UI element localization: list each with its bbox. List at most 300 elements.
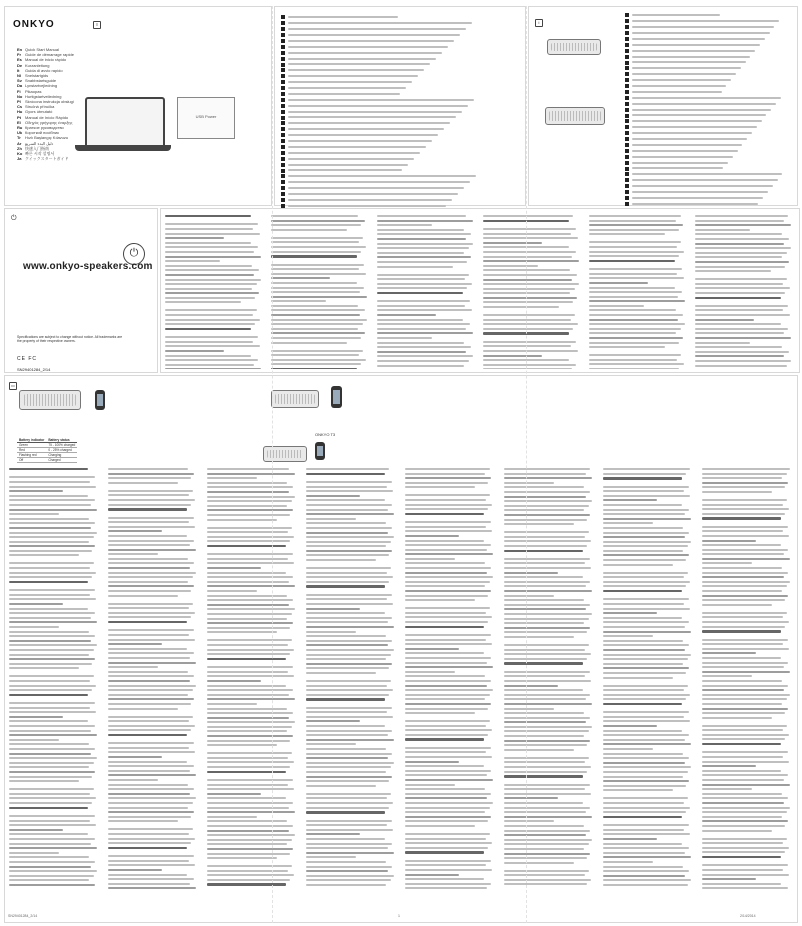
text-line — [207, 572, 286, 574]
text-line — [108, 680, 190, 682]
text-line — [483, 355, 542, 357]
text-line — [9, 518, 89, 520]
text-line — [288, 164, 408, 166]
text-line — [603, 776, 683, 778]
text-line — [405, 671, 455, 673]
text-line — [702, 558, 790, 560]
fold-line — [272, 6, 273, 923]
usb-power-callout — [177, 97, 235, 139]
text-line — [306, 762, 394, 764]
text-line — [702, 581, 790, 583]
text-line — [108, 720, 189, 722]
text-line — [702, 567, 782, 569]
text-line — [271, 251, 361, 253]
text-line — [207, 486, 293, 488]
bullet-number-icon — [625, 55, 629, 59]
text-line — [504, 519, 587, 521]
text-line — [702, 643, 783, 645]
text-line — [405, 666, 493, 668]
text-line — [603, 870, 689, 872]
text-line — [271, 246, 366, 248]
text-line — [603, 522, 653, 524]
text-line — [306, 504, 392, 506]
text-line — [108, 793, 190, 795]
text-line — [589, 277, 684, 279]
text-line — [589, 305, 644, 307]
text-line — [405, 567, 491, 569]
text-line — [108, 590, 191, 592]
text-line — [405, 662, 487, 664]
text-line — [695, 220, 784, 222]
text-line — [405, 774, 487, 776]
text-line — [9, 589, 95, 591]
text-line — [207, 496, 295, 498]
footer-left: SN29401284_2/14 — [8, 914, 38, 918]
text-line — [405, 887, 487, 889]
text-line — [9, 707, 90, 709]
language-code: El — [17, 119, 21, 125]
text-line — [405, 657, 491, 659]
text-line — [603, 608, 690, 610]
text-line — [165, 341, 253, 343]
text-line — [207, 553, 293, 555]
text-line — [632, 85, 726, 87]
text-line — [589, 337, 683, 339]
text-line — [271, 359, 366, 361]
text-line — [271, 368, 357, 369]
text-line — [603, 734, 689, 736]
text-line — [603, 771, 688, 773]
text-line — [306, 536, 394, 538]
text-line — [9, 879, 89, 881]
text-line — [288, 105, 468, 107]
language-label: Stručná příručka — [25, 104, 55, 110]
bullet-number-icon — [625, 172, 629, 176]
bullet-number-icon — [625, 149, 629, 153]
language-list — [17, 47, 74, 161]
text-line — [9, 490, 63, 492]
text-line — [695, 342, 750, 344]
text-line — [377, 247, 469, 249]
text-line — [632, 114, 766, 116]
text-line — [632, 144, 742, 146]
text-line — [504, 514, 590, 516]
bullet-number-icon — [281, 186, 285, 190]
text-line — [207, 779, 293, 781]
text-line — [504, 797, 558, 799]
bullet-number-icon — [281, 45, 285, 49]
text-line — [603, 486, 689, 488]
text-line — [504, 843, 589, 845]
text-line — [504, 468, 590, 470]
text-line — [504, 585, 586, 587]
text-line — [306, 680, 391, 682]
table-cell: Green — [17, 443, 46, 448]
text-line — [9, 730, 91, 732]
text-line — [288, 75, 418, 77]
text-line — [632, 126, 757, 128]
text-line — [9, 743, 89, 745]
text-line — [405, 694, 490, 696]
text-line — [504, 839, 592, 841]
text-line — [702, 774, 788, 776]
text-column — [9, 468, 99, 888]
text-line — [306, 802, 393, 804]
text-line — [603, 477, 682, 479]
text-line — [306, 608, 360, 610]
text-line — [483, 251, 576, 253]
text-line — [306, 621, 388, 623]
text-line — [207, 793, 261, 795]
bullet-number-icon — [281, 68, 285, 72]
text-line — [589, 282, 648, 284]
text-line — [695, 337, 791, 339]
text-line — [306, 793, 391, 795]
text-line — [405, 878, 484, 880]
text-line — [9, 598, 96, 600]
text-line — [405, 838, 486, 840]
text-line — [207, 627, 290, 629]
text-line — [165, 215, 251, 217]
text-line — [108, 869, 162, 871]
text-line — [9, 797, 96, 799]
bullet-number-icon — [281, 86, 285, 90]
text-line — [9, 562, 94, 564]
text-line — [306, 612, 385, 614]
text-line — [165, 279, 261, 281]
text-line — [108, 562, 194, 564]
text-line — [207, 797, 286, 799]
text-line — [9, 739, 59, 741]
usb-power-label: USB Power — [195, 114, 217, 119]
text-line — [377, 224, 432, 226]
text-line — [9, 807, 88, 809]
text-line — [632, 167, 723, 169]
text-line — [603, 861, 653, 863]
text-line — [504, 618, 589, 620]
bullet-number-icon — [625, 190, 629, 194]
text-line — [504, 595, 554, 597]
text-line — [405, 864, 486, 866]
text-line — [306, 824, 387, 826]
text-line — [632, 191, 768, 193]
text-line — [108, 517, 194, 519]
text-line — [165, 314, 253, 316]
text-line — [271, 337, 361, 339]
text-line — [702, 717, 772, 719]
text-line — [9, 753, 91, 755]
text-line — [9, 838, 95, 840]
text-line — [108, 657, 190, 659]
text-line — [603, 824, 689, 826]
text-line — [9, 667, 79, 669]
phone-illustration — [331, 386, 342, 408]
text-line — [504, 830, 590, 832]
text-line — [603, 603, 684, 605]
text-line — [603, 762, 685, 764]
bullet-number-icon — [625, 119, 629, 123]
language-code: It — [17, 67, 20, 73]
text-line — [306, 603, 393, 605]
text-line — [108, 751, 195, 753]
text-line — [405, 833, 490, 835]
text-line — [165, 297, 255, 299]
text-line — [108, 634, 189, 636]
text-line — [405, 802, 493, 804]
text-line — [9, 711, 96, 713]
bullet-number-icon — [281, 139, 285, 143]
text-line — [702, 869, 783, 871]
text-line — [207, 752, 292, 754]
text-line — [165, 345, 260, 347]
text-line — [702, 743, 781, 745]
text-line — [165, 368, 261, 369]
text-line — [306, 807, 389, 809]
text-line — [695, 261, 789, 263]
bullet-number-icon — [281, 116, 285, 120]
table-cell: Charged — [46, 458, 77, 463]
bullet-number-icon — [625, 61, 629, 65]
language-code: Hu — [17, 109, 23, 115]
text-line — [165, 228, 253, 230]
text-line — [108, 521, 189, 523]
text-line — [405, 572, 487, 574]
text-line — [9, 702, 95, 704]
text-line — [306, 598, 387, 600]
text-line — [702, 671, 790, 673]
text-line — [306, 554, 389, 556]
text-line — [271, 224, 361, 226]
text-line — [695, 278, 787, 280]
text-line — [702, 662, 788, 664]
text-line — [504, 662, 583, 664]
text-line — [377, 328, 466, 330]
text-line — [207, 839, 292, 841]
bullet-number-icon — [281, 157, 285, 161]
text-line — [603, 649, 685, 651]
text-column — [589, 215, 687, 369]
text-line — [603, 743, 691, 745]
text-line — [108, 477, 191, 479]
bullet-number-icon — [625, 161, 629, 165]
text-line — [207, 468, 289, 470]
text-line — [288, 16, 398, 18]
text-line — [108, 612, 195, 614]
text-line — [702, 621, 789, 623]
text-line — [9, 788, 94, 790]
text-line — [504, 658, 587, 660]
text-line — [108, 603, 193, 605]
text-line — [377, 309, 472, 311]
text-line — [9, 640, 91, 642]
text-line — [405, 847, 488, 849]
text-line — [504, 576, 583, 578]
text-line — [603, 541, 691, 543]
language-label: Manual de inicio rápido — [25, 57, 67, 63]
table-cell: 75 - 100% charged — [48, 443, 76, 447]
text-line — [695, 224, 791, 226]
text-line — [405, 793, 491, 795]
text-line — [702, 734, 789, 736]
text-line — [589, 224, 683, 226]
text-line — [9, 567, 90, 569]
text-line — [288, 28, 466, 30]
text-line — [504, 708, 554, 710]
text-line — [271, 296, 367, 298]
text-line — [108, 820, 178, 822]
text-line — [207, 644, 288, 646]
text-line — [603, 720, 690, 722]
text-line — [306, 861, 386, 863]
text-line — [108, 535, 187, 537]
text-line — [306, 856, 356, 858]
text-line — [288, 22, 472, 24]
text-line — [483, 279, 572, 281]
text-line — [405, 585, 485, 587]
language-label: Snabbstartsguide — [25, 78, 57, 84]
bullet-number-icon — [281, 145, 285, 149]
text-line — [603, 875, 685, 877]
text-line — [702, 544, 781, 546]
text-line — [377, 365, 464, 367]
text-line — [589, 260, 675, 262]
text-line — [504, 558, 590, 560]
text-line — [702, 680, 782, 682]
bullet-number-icon — [625, 108, 629, 112]
text-line — [603, 847, 689, 849]
text-line — [483, 237, 578, 239]
text-line — [9, 468, 88, 470]
bullet-number-icon — [281, 133, 285, 137]
text-line — [207, 613, 292, 615]
text-line — [9, 843, 91, 845]
text-line — [405, 468, 490, 470]
text-line — [702, 694, 790, 696]
language-label: 快速入门指南 — [25, 145, 49, 151]
text-line — [108, 607, 189, 609]
text-line — [632, 138, 747, 140]
text-line — [288, 122, 450, 124]
text-column — [207, 468, 297, 892]
text-line — [9, 626, 59, 628]
text-line — [603, 829, 684, 831]
bullet-number-icon — [625, 178, 629, 182]
text-line — [306, 518, 356, 520]
text-line — [504, 820, 554, 822]
text-line — [207, 590, 257, 592]
text-line — [702, 811, 787, 813]
text-line — [108, 490, 193, 492]
text-line — [632, 132, 752, 134]
text-line — [603, 730, 682, 732]
text-line — [9, 495, 88, 497]
text-line — [405, 675, 485, 677]
text-line — [702, 820, 788, 822]
table-cell: Flashing red — [17, 453, 46, 458]
text-line — [702, 553, 784, 555]
text-line — [702, 648, 789, 650]
nfc-speaker-illustration — [263, 446, 307, 462]
text-line — [9, 793, 90, 795]
text-line — [108, 581, 188, 583]
text-line — [405, 513, 484, 515]
text-line — [165, 359, 258, 361]
text-line — [271, 287, 364, 289]
text-line — [306, 522, 386, 524]
text-line — [306, 771, 386, 773]
text-line — [702, 864, 788, 866]
text-line — [108, 770, 190, 772]
text-line — [483, 364, 576, 366]
text-line — [504, 744, 587, 746]
text-line — [9, 833, 88, 835]
bullet-number-icon — [625, 114, 629, 118]
text-line — [165, 246, 258, 248]
text-line — [377, 355, 473, 357]
text-line — [207, 879, 290, 881]
text-line — [504, 505, 589, 507]
text-line — [271, 220, 365, 222]
text-line — [504, 761, 585, 763]
text-line — [377, 243, 473, 245]
bullet-number-icon — [281, 98, 285, 102]
text-line — [405, 765, 484, 767]
language-code: En — [17, 47, 23, 52]
text-line — [405, 811, 485, 813]
bullet-number-icon — [281, 15, 285, 19]
text-line — [405, 626, 484, 628]
text-line — [702, 513, 785, 515]
text-line — [504, 807, 590, 809]
text-line — [632, 109, 771, 111]
text-line — [9, 550, 92, 552]
info-icon: i — [535, 19, 543, 27]
language-label: Quick Start Manual — [25, 47, 60, 52]
text-column — [405, 468, 495, 892]
text-line — [603, 879, 691, 881]
text-line — [207, 698, 295, 700]
text-line — [504, 757, 589, 759]
text-line — [702, 788, 752, 790]
regulatory-marks: CE FC — [17, 356, 37, 362]
text-line — [207, 874, 294, 876]
language-label: Skrócona instrukcja obsługi — [25, 99, 74, 105]
text-line — [108, 629, 194, 631]
text-line — [504, 496, 586, 498]
bullet-number-icon — [625, 72, 629, 76]
text-column — [271, 215, 369, 369]
text-line — [695, 270, 771, 272]
text-line — [589, 319, 678, 321]
website-url: www.onkyo-speakers.com — [23, 261, 153, 272]
text-line — [504, 653, 591, 655]
text-line — [288, 63, 430, 65]
text-line — [377, 229, 464, 231]
text-line — [9, 852, 59, 854]
text-line — [108, 838, 195, 840]
bullet-number-icon — [281, 39, 285, 43]
text-line — [108, 802, 193, 804]
text-line — [603, 725, 657, 727]
text-line — [306, 820, 392, 822]
text-line — [603, 495, 690, 497]
text-line — [405, 477, 491, 479]
text-line — [405, 820, 488, 822]
text-line — [702, 703, 782, 705]
text-line — [702, 847, 789, 849]
text-line — [483, 228, 576, 230]
text-line — [306, 811, 385, 813]
